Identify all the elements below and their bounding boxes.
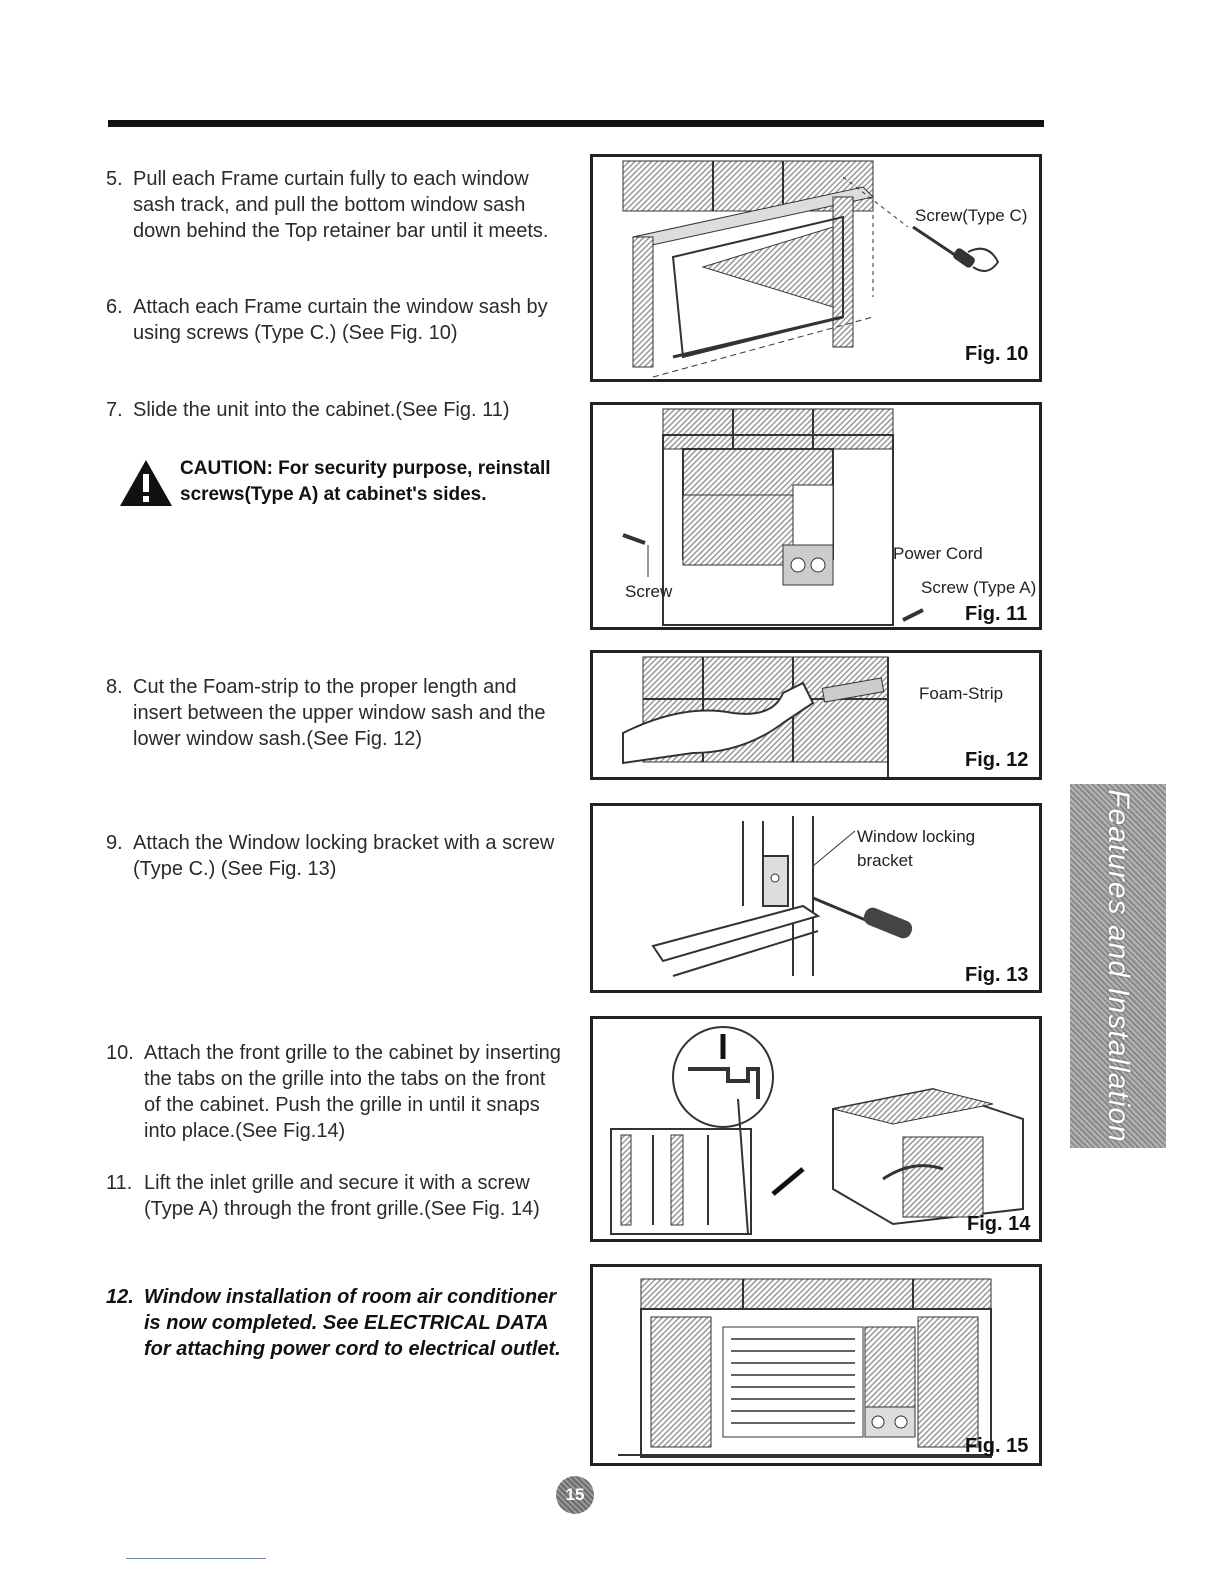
- caution-body: : For security purpose, reinstall screws(Type A) at cabinet's sides.: [180, 458, 551, 505]
- caution-label: CAUTION: [180, 458, 267, 479]
- step-12: [106, 1284, 566, 1362]
- front-grille-illustration: [593, 1019, 1042, 1242]
- step-text: Slide the unit into the cabinet.(See Fig. 11): [133, 399, 510, 421]
- window-locking-label: Window locking: [857, 827, 976, 846]
- step-text: Attach the front grille to the cabinet by inserting the tabs on the grille into the tabs on the front of the cabinet. Push the grille in until it snaps into place.(See Fig.14): [144, 1042, 561, 1142]
- figure-caption: Fig. 14: [967, 1213, 1031, 1235]
- figure-12: [590, 650, 1042, 780]
- top-rule: [108, 120, 1044, 127]
- bracket-label: bracket: [857, 851, 913, 870]
- foam-strip-label: Foam-Strip: [919, 684, 1004, 703]
- step-number: 9.: [106, 832, 123, 854]
- screw-type-a-label: Screw (Type A): [921, 578, 1037, 597]
- section-side-tab: [1070, 784, 1166, 1148]
- screw-type-c-label: Screw(Type C): [915, 206, 1028, 225]
- side-tab-label: Features and Installation: [1102, 789, 1135, 1143]
- figure-caption: Fig. 15: [965, 1435, 1029, 1457]
- figure-10: [590, 154, 1042, 382]
- step-6: [106, 294, 566, 346]
- step-11: [106, 1170, 566, 1222]
- figure-caption: Fig. 12: [965, 749, 1029, 771]
- page-number: 15: [556, 1476, 594, 1514]
- step-number: 5.: [106, 168, 123, 190]
- step-text: Attach each Frame curtain the window sash by using screws (Type C.) (See Fig. 10): [133, 296, 548, 344]
- step-7: [106, 397, 566, 423]
- power-cord-label: Power Cord: [893, 544, 983, 563]
- step-5: [106, 166, 566, 244]
- figure-15: [590, 1264, 1042, 1466]
- figure-13: [590, 803, 1042, 993]
- step-8: [106, 674, 566, 752]
- step-number: 10.: [106, 1042, 134, 1064]
- step-text: Lift the inlet grille and secure it with a screw (Type A) through the front grille.(See Fig. 14): [144, 1172, 540, 1220]
- step-number: 8.: [106, 676, 123, 698]
- step-text: Window installation of room air conditioner is now completed. See ELECTRICAL DATA for attaching power cord to electrical outlet.: [144, 1286, 561, 1360]
- step-number: 11.: [106, 1172, 133, 1194]
- warning-triangle-icon: [118, 458, 174, 508]
- figure-14: [590, 1016, 1042, 1242]
- step-10: [106, 1040, 566, 1144]
- figure-11: [590, 402, 1042, 630]
- step-9: [106, 830, 566, 882]
- figure-caption: Fig. 10: [965, 343, 1029, 365]
- step-number: 7.: [106, 399, 123, 421]
- figure-caption: Fig. 11: [965, 603, 1028, 625]
- step-text: Cut the Foam-strip to the proper length and insert between the upper window sash and the lower window sash.(See Fig. 12): [133, 676, 546, 750]
- figure-caption: Fig. 13: [965, 964, 1029, 986]
- step-text: Attach the Window locking bracket with a screw (Type C.) (See Fig. 13): [133, 832, 555, 880]
- screw-label: Screw: [625, 582, 673, 601]
- step-number: 6.: [106, 296, 123, 318]
- caution-text: [180, 456, 580, 508]
- step-text: Pull each Frame curtain fully to each window sash track, and pull the bottom window sash down behind the Top retainer bar until it meets.: [133, 168, 549, 242]
- bottom-link-line: [126, 1558, 266, 1559]
- step-number: 12.: [106, 1286, 134, 1308]
